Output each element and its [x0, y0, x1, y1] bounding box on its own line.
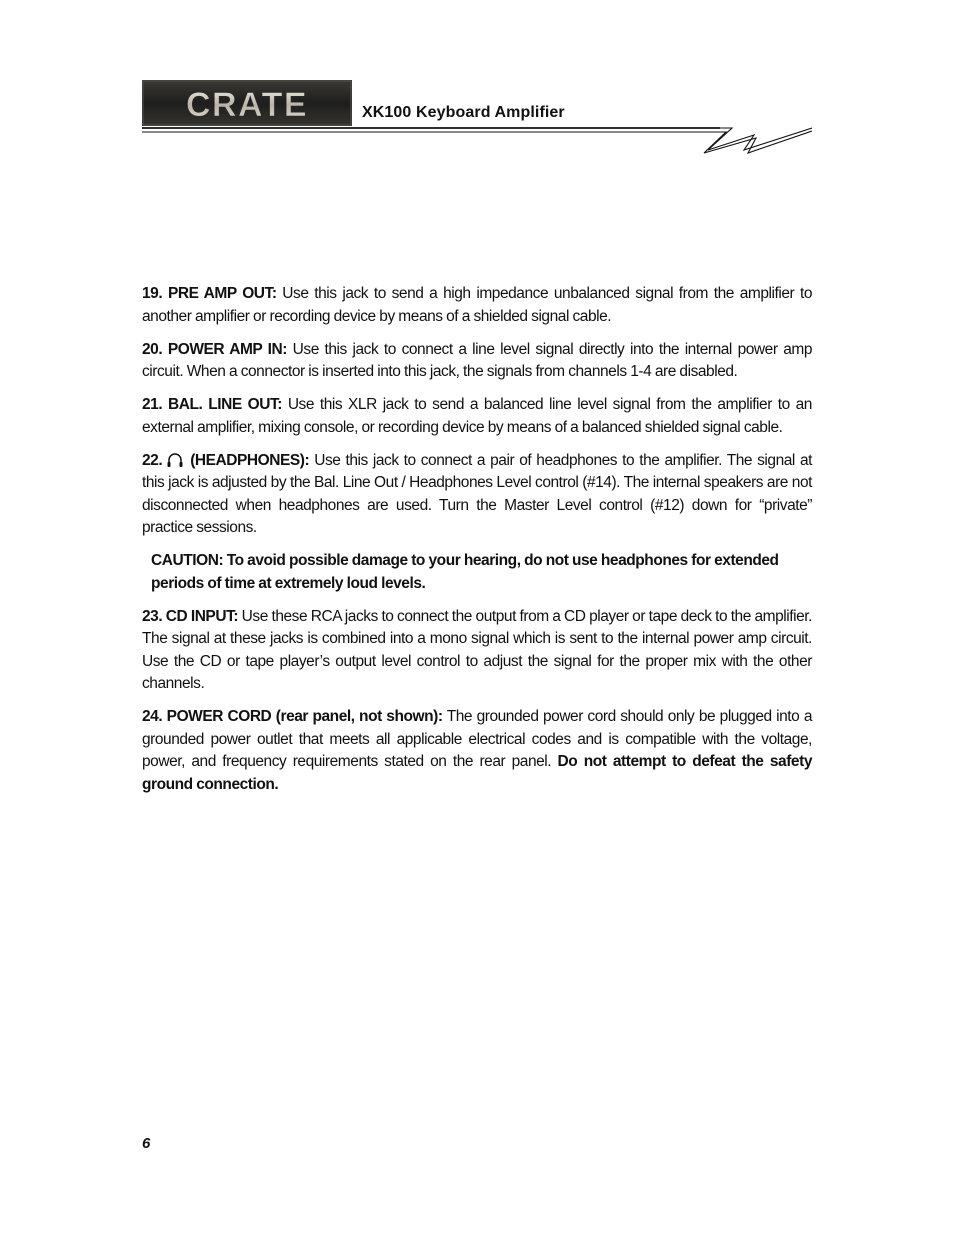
- item-text: Use this jack to send a high impedance unbalanced signal from the amplifier to another amplifier or recording device by means of a shielded signal cable.: [142, 285, 812, 325]
- item-power-cord: [142, 706, 812, 796]
- item-text: Use these RCA jacks to connect the output from a CD player or tape deck to the amplifier. The signal at these jacks is combined into a mono signal which is sent to the internal power amp circuit. Use the CD or tape player’s output level control to adjust the signal for the proper mix with the other channels.: [142, 607, 812, 692]
- item-bal-line-out: [142, 394, 812, 439]
- item-label: 23. CD INPUT:: [142, 607, 239, 625]
- body-content: [142, 283, 812, 807]
- page-number: 6: [142, 1135, 151, 1152]
- item-cd-input: [142, 606, 812, 696]
- svg-text:CRATE: CRATE: [185, 86, 309, 124]
- item-label: 24. POWER CORD (rear panel, not shown):: [142, 708, 443, 725]
- item-text: The grounded power cord should only be plugged into a grounded power outlet that meets all applicable electrical codes and is compatible with the voltage, power, and frequency requirements stated on the rear panel.: [142, 708, 812, 770]
- headphones-icon: [166, 452, 184, 468]
- item-text: Use this jack to connect a line level signal directly into the internal power amp circuit. When a connector is inserted into this jack, the signals from channels 1-4 are disabled.: [142, 340, 812, 380]
- caution-note: CAUTION: To avoid possible damage to your hearing, do not use headphones for extended periods of time at extremely loud levels.: [151, 552, 779, 592]
- item-text: Use this XLR jack to send a balanced line level signal from the amplifier to an external amplifier, mixing console, or recording device by means of a balanced shielded signal cable.: [142, 396, 812, 436]
- item-pre-amp-out: [142, 283, 812, 328]
- safety-warning: Do not attempt to defeat the safety ground connection.: [142, 753, 812, 793]
- header-rule-lightning: [142, 126, 812, 160]
- page-header: [142, 80, 812, 160]
- item-label-name: (HEADPHONES):: [190, 451, 310, 469]
- item-label-number: 22.: [142, 451, 163, 469]
- item-label: 19. PRE AMP OUT:: [142, 285, 277, 302]
- item-text: Use this jack to connect a pair of headphones to the amplifier. The signal at this jack is adjusted by the Bal. Line Out / Headphones Level control (#14). The internal speakers are not disconnected when headphones are used. Turn the Master Level control (#12) down for “private” practice sessions.: [142, 451, 812, 536]
- item-label: 20. POWER AMP IN:: [142, 340, 287, 358]
- document-title: XK100 Keyboard Amplifier: [362, 104, 565, 121]
- crate-logo: [142, 80, 352, 126]
- item-power-amp-in: [142, 339, 812, 384]
- item-headphones: [142, 450, 812, 540]
- item-label: 21. BAL. LINE OUT:: [142, 396, 282, 413]
